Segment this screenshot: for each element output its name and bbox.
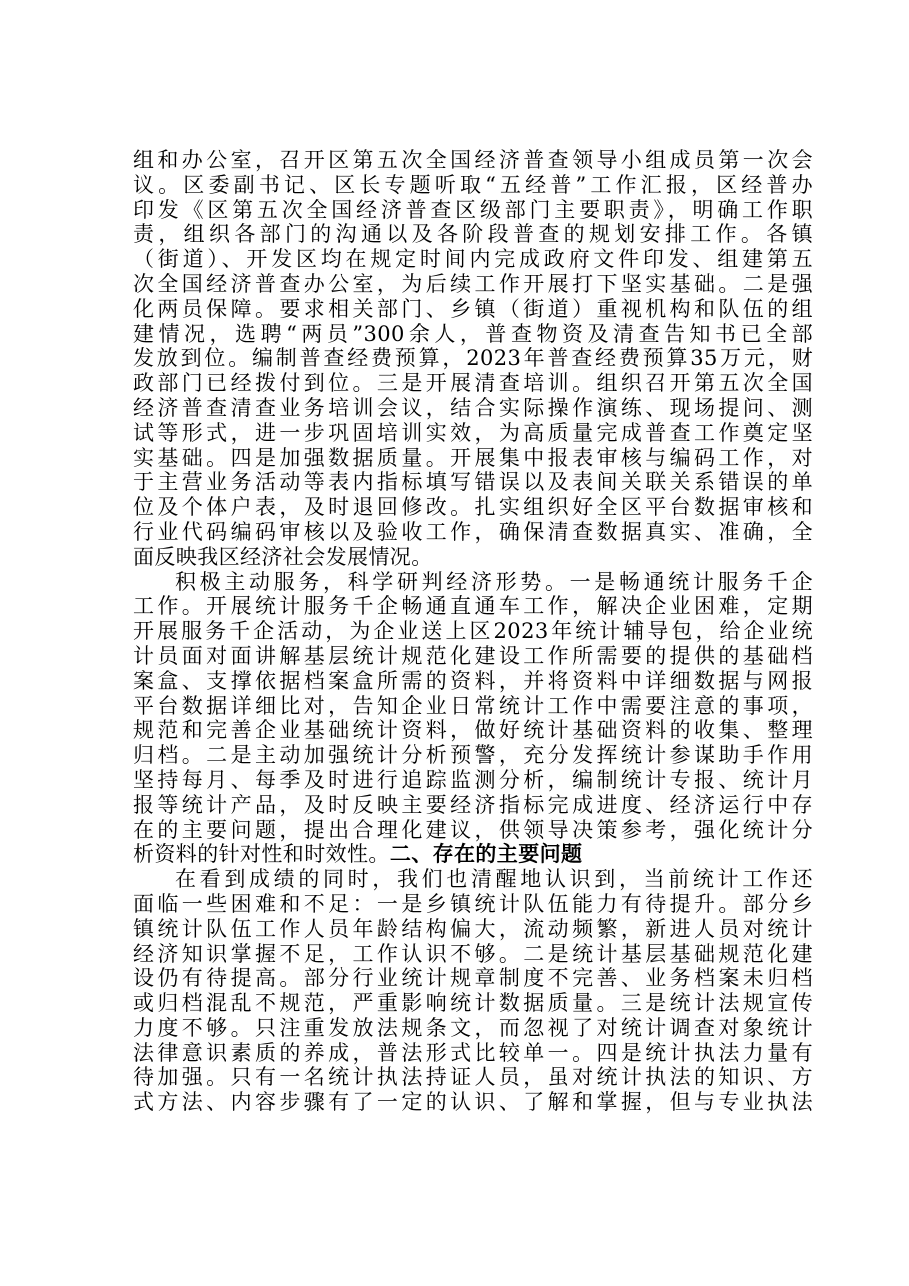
text-line: 议。区委副书记、区长专题听取“五经普”工作汇报，区经普办 bbox=[133, 172, 813, 197]
text-line: 法律意识素质的养成，普法形式比较单一。四是统计执法力量有 bbox=[133, 1040, 813, 1065]
text-line: 试等形式，进一步巩固培训实效，为高质量完成普查工作奠定坚 bbox=[133, 420, 813, 445]
text-line: 面反映我区经济社会发展情况。 bbox=[133, 544, 433, 569]
text-line: 报等统计产品，及时反映主要经济指标完成进度、经济运行中存 bbox=[133, 792, 813, 817]
text-line: 建情况，选聘“两员”300余人，普查物资及清查告知书已全部 bbox=[133, 321, 813, 346]
text-line: 坚持每月、每季及时进行追踪监测分析，编制统计专报、统计月 bbox=[133, 767, 813, 792]
text-line: 设仍有待提高。部分行业统计规章制度不完善、业务档案未归档 bbox=[133, 966, 813, 991]
paragraph-first-line: 积极主动服务，科学研判经济形势。一是畅通统计服务千企 bbox=[175, 569, 813, 594]
document-body bbox=[133, 148, 813, 1115]
text-line-with-heading bbox=[133, 842, 813, 867]
text-line: 归档。二是主动加强统计分析预警，充分发挥统计参谋助手作用 bbox=[133, 743, 813, 768]
text-line: 行业代码编码审核以及验收工作，确保清查数据真实、准确，全 bbox=[133, 519, 813, 544]
text-line: 规范和完善企业基础统计资料，做好统计基础资料的收集、整理 bbox=[133, 718, 813, 743]
text-line: 镇统计队伍工作人员年龄结构偏大，流动频繁，新进人员对统计 bbox=[133, 916, 813, 941]
text-line: 组和办公室，召开区第五次全国经济普查领导小组成员第一次会 bbox=[133, 148, 813, 172]
text-line: （街道）、开发区均在规定时间内完成政府文件印发、组建第五 bbox=[133, 247, 813, 272]
text-line: 开展服务千企活动，为企业送上区2023年统计辅导包，给企业统 bbox=[133, 619, 813, 644]
text-line: 式方法、内容步骤有了一定的认识、了解和掌握，但与专业执法 bbox=[133, 1090, 813, 1115]
text-line: 计员面对面讲解基层统计规范化建设工作所需要的提供的基础档 bbox=[133, 643, 813, 668]
text-line: 于主营业务活动等表内指标填写错误以及表间关联关系错误的单 bbox=[133, 470, 813, 495]
text-line: 化两员保障。要求相关部门、乡镇（街道）重视机构和队伍的组 bbox=[133, 296, 813, 321]
text-line: 发放到位。编制普查经费预算，2023年普查经费预算35万元，财 bbox=[133, 346, 813, 371]
text-line: 在的主要问题，提出合理化建议，供领导决策参考，强化统计分 bbox=[133, 817, 813, 842]
text-line: 经济普查清查业务培训会议，结合实际操作演练、现场提问、测 bbox=[133, 395, 813, 420]
text-line: 工作。开展统计服务千企畅通直通车工作，解决企业困难，定期 bbox=[133, 594, 813, 619]
text-line: 责，组织各部门的沟通以及各阶段普查的规划安排工作。各镇 bbox=[133, 222, 813, 247]
text-line: 次全国经济普查办公室，为后续工作开展打下坚实基础。二是强 bbox=[133, 271, 813, 296]
text-line: 或归档混乱不规范，严重影响统计数据质量。三是统计法规宣传 bbox=[133, 991, 813, 1016]
text-line: 印发《区第五次全国经济普查区级部门主要职责》，明确工作职 bbox=[133, 197, 813, 222]
text-line: 实基础。四是加强数据质量。开展集中报表审核与编码工作，对 bbox=[133, 445, 813, 470]
text-line: 平台数据详细比对，告知企业日常统计工作中需要注意的事项， bbox=[133, 693, 813, 718]
text-line: 案盒、支撑依据档案盒所需的资料，并将资料中详细数据与网报 bbox=[133, 668, 813, 693]
text-line: 面临一些困难和不足：一是乡镇统计队伍能力有待提升。部分乡 bbox=[133, 891, 813, 916]
text-line: 政部门已经拨付到位。三是开展清查培训。组织召开第五次全国 bbox=[133, 371, 813, 396]
text-line: 位及个体户表，及时退回修改。扎实组织好全区平台数据审核和 bbox=[133, 495, 813, 520]
text-line: 经济知识掌握不足，工作认识不够。二是统计基层基础规范化建 bbox=[133, 941, 813, 966]
text-segment: 析资料的针对性和时效性。 bbox=[133, 842, 390, 867]
section-heading: 二、存在的主要问题 bbox=[389, 842, 583, 867]
text-line: 力度不够。只注重发放法规条文，而忽视了对统计调查对象统计 bbox=[133, 1015, 813, 1040]
paragraph-first-line: 在看到成绩的同时，我们也清醒地认识到，当前统计工作还 bbox=[175, 867, 813, 892]
text-line: 待加强。只有一名统计执法持证人员，虽对统计执法的知识、方 bbox=[133, 1065, 813, 1090]
